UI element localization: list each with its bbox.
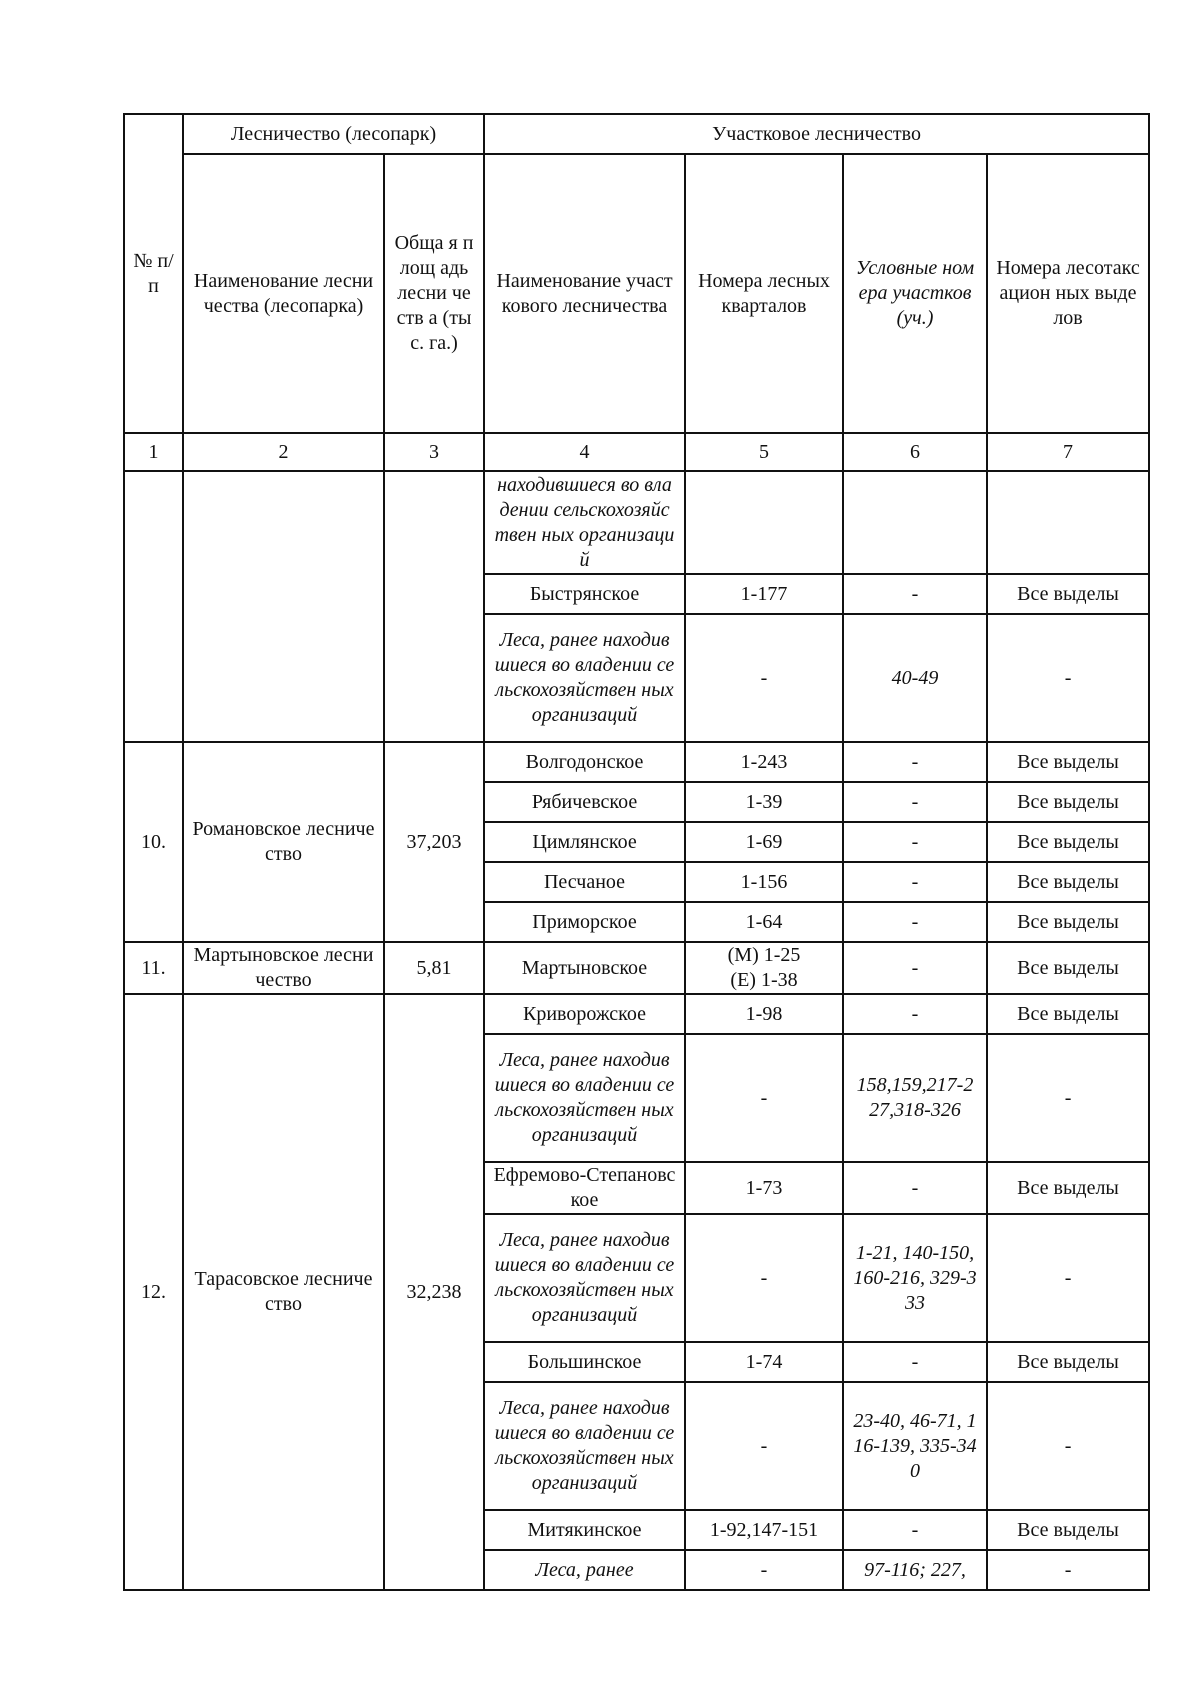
header-allotments: Номера лесотаксацион ных выделов bbox=[987, 154, 1149, 433]
table-row bbox=[124, 994, 1149, 1034]
forestry-area-cell: 37,203 bbox=[384, 742, 484, 942]
forestry-num-cell: 11. bbox=[124, 942, 183, 994]
quarters-cell: 1-92,147-151 bbox=[685, 1510, 843, 1550]
quarters-cell: 1-74 bbox=[685, 1342, 843, 1382]
quarters-cell: 1-73 bbox=[685, 1162, 843, 1214]
plots-cell bbox=[843, 471, 987, 574]
allotments-cell: Все выделы bbox=[987, 782, 1149, 822]
column-number: 6 bbox=[843, 433, 987, 471]
forestry-name-cell: Тарасовское лесничество bbox=[183, 994, 384, 1590]
district-name: Большинское bbox=[484, 1342, 685, 1382]
plots-cell: - bbox=[843, 1342, 987, 1382]
allotments-cell: Все выделы bbox=[987, 574, 1149, 614]
plots-cell: 23-40, 46-71, 116-139, 335-340 bbox=[843, 1382, 987, 1510]
district-name: Криворожское bbox=[484, 994, 685, 1034]
district-name: находившиеся во владении сельскохозяйствен ных организаций bbox=[484, 471, 685, 574]
allotments-cell bbox=[987, 471, 1149, 574]
district-name: Быстрянское bbox=[484, 574, 685, 614]
allotments-cell: Все выделы bbox=[987, 902, 1149, 942]
quarters-cell: 1-98 bbox=[685, 994, 843, 1034]
plots-cell: - bbox=[843, 862, 987, 902]
forestry-name-cell bbox=[183, 471, 384, 742]
quarters-cell bbox=[685, 471, 843, 574]
allotments-cell: Все выделы bbox=[987, 862, 1149, 902]
plots-cell: 158,159,217-227,318-326 bbox=[843, 1034, 987, 1162]
forestry-area-cell: 5,81 bbox=[384, 942, 484, 994]
quarters-cell: - bbox=[685, 1382, 843, 1510]
plots-cell: - bbox=[843, 902, 987, 942]
column-number: 5 bbox=[685, 433, 843, 471]
district-name: Волгодонское bbox=[484, 742, 685, 782]
plots-cell: - bbox=[843, 574, 987, 614]
district-name: Рябичевское bbox=[484, 782, 685, 822]
forestry-num-cell: 12. bbox=[124, 994, 183, 1590]
allotments-cell: Все выделы bbox=[987, 994, 1149, 1034]
district-name: Митякинское bbox=[484, 1510, 685, 1550]
plots-cell: - bbox=[843, 1162, 987, 1214]
district-name: Песчаное bbox=[484, 862, 685, 902]
plots-cell: - bbox=[843, 742, 987, 782]
forestry-table bbox=[123, 113, 1150, 1591]
allotments-cell: Все выделы bbox=[987, 1510, 1149, 1550]
forestry-name-cell: Мартыновское лесничество bbox=[183, 942, 384, 994]
header-district-group: Участковое лесничество bbox=[484, 114, 1149, 154]
forestry-area-cell: 32,238 bbox=[384, 994, 484, 1590]
district-name: Леса, ранее находившиеся во владении сельскохозяйствен ных организаций bbox=[484, 1214, 685, 1342]
table-row bbox=[124, 742, 1149, 782]
header-num: № п/п bbox=[124, 114, 183, 433]
column-numbers-row bbox=[124, 433, 1149, 471]
column-number: 7 bbox=[987, 433, 1149, 471]
district-name: Мартыновское bbox=[484, 942, 685, 994]
plots-cell: - bbox=[843, 942, 987, 994]
allotments-cell: - bbox=[987, 1034, 1149, 1162]
column-number: 2 bbox=[183, 433, 384, 471]
header-quarters: Номера лесных кварталов bbox=[685, 154, 843, 433]
plots-cell: - bbox=[843, 822, 987, 862]
allotments-cell: - bbox=[987, 614, 1149, 742]
column-number: 1 bbox=[124, 433, 183, 471]
allotments-cell: Все выделы bbox=[987, 742, 1149, 782]
column-number: 3 bbox=[384, 433, 484, 471]
forestry-num-cell: 10. bbox=[124, 742, 183, 942]
quarters-cell: 1-39 bbox=[685, 782, 843, 822]
quarters-cell: 1-156 bbox=[685, 862, 843, 902]
district-name: Цимлянское bbox=[484, 822, 685, 862]
header-forestry-area: Обща я площ адь лесни честв а (тыс. га.) bbox=[384, 154, 484, 433]
plots-cell: - bbox=[843, 994, 987, 1034]
allotments-cell: Все выделы bbox=[987, 1162, 1149, 1214]
district-name: Леса, ранее находившиеся во владении сельскохозяйствен ных организаций bbox=[484, 1382, 685, 1510]
plots-cell: - bbox=[843, 782, 987, 822]
district-name: Леса, ранее находившиеся во владении сельскохозяйствен ных организаций bbox=[484, 1034, 685, 1162]
header-forestry-name: Наименование лесничества (лесопарка) bbox=[183, 154, 384, 433]
district-name: Леса, ранее bbox=[484, 1550, 685, 1590]
allotments-cell: - bbox=[987, 1214, 1149, 1342]
plots-cell: - bbox=[843, 1510, 987, 1550]
quarters-cell: - bbox=[685, 614, 843, 742]
forestry-area-cell bbox=[384, 471, 484, 742]
district-name: Приморское bbox=[484, 902, 685, 942]
quarters-cell: 1-64 bbox=[685, 902, 843, 942]
district-name: Ефремово-Степановское bbox=[484, 1162, 685, 1214]
forestry-name-cell: Романовское лесничество bbox=[183, 742, 384, 942]
plots-cell: 40-49 bbox=[843, 614, 987, 742]
allotments-cell: Все выделы bbox=[987, 942, 1149, 994]
quarters-cell: 1-69 bbox=[685, 822, 843, 862]
allotments-cell: Все выделы bbox=[987, 822, 1149, 862]
header-district-name: Наименование участкового лесничества bbox=[484, 154, 685, 433]
plots-cell: 97-116; 227, bbox=[843, 1550, 987, 1590]
quarters-cell: - bbox=[685, 1214, 843, 1342]
allotments-cell: - bbox=[987, 1550, 1149, 1590]
table-row bbox=[124, 942, 1149, 994]
allotments-cell: - bbox=[987, 1382, 1149, 1510]
table-row bbox=[124, 471, 1149, 574]
quarters-cell: 1-177 bbox=[685, 574, 843, 614]
quarters-cell: - bbox=[685, 1034, 843, 1162]
header-plots: Условные номера участков (уч.) bbox=[843, 154, 987, 433]
column-number: 4 bbox=[484, 433, 685, 471]
allotments-cell: Все выделы bbox=[987, 1342, 1149, 1382]
forestry-num-cell bbox=[124, 471, 183, 742]
quarters-cell: - bbox=[685, 1550, 843, 1590]
plots-cell: 1-21, 140-150, 160-216, 329-333 bbox=[843, 1214, 987, 1342]
quarters-cell: (М) 1-25 (Е) 1-38 bbox=[685, 942, 843, 994]
header-forestry-group: Лесничество (лесопарк) bbox=[183, 114, 484, 154]
district-name: Леса, ранее находившиеся во владении сельскохозяйствен ных организаций bbox=[484, 614, 685, 742]
quarters-cell: 1-243 bbox=[685, 742, 843, 782]
